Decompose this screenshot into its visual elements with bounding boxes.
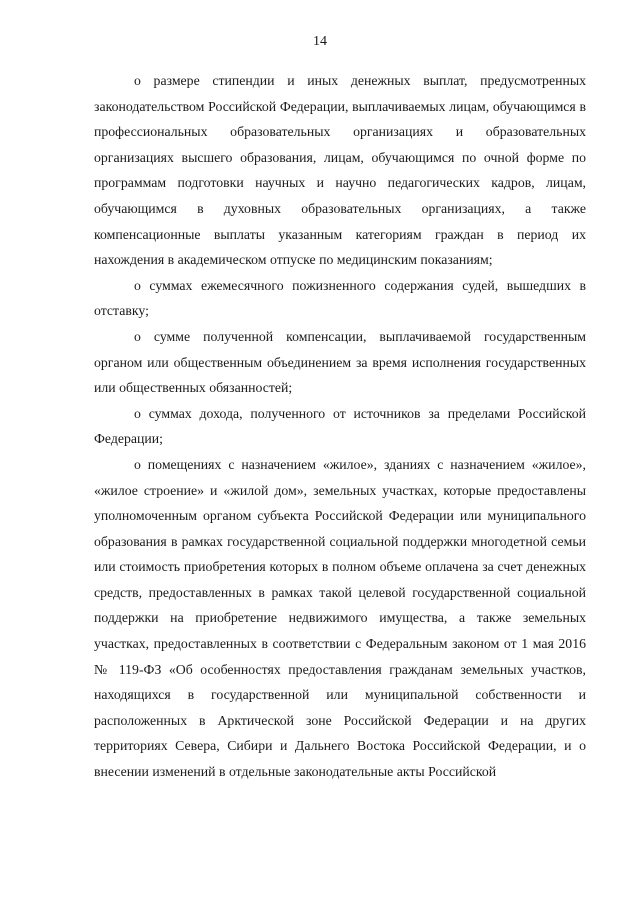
paragraph-residential-property: о помещениях с назначением «жилое», зданиях с назначением «жилое», «жилое строение» и «жилой дом», земельных участках, которые предоставлены уполномоченным органом субъекта Российской Федерации или муниципального образования в рамках государственной социальной поддержки многодетной семьи или стоимость приобретения которых в полном объеме оплачена за счет денежных средств, предоставленных в рамках такой целевой государственной социальной поддержки на приобретение недвижимого имущества, а также земельных участках, предоставленных в соответствии с Федеральным законом от 1 мая 2016 № 119-ФЗ «Об особенностях предоставления гражданам земельных участков, находящихся в государственной или муниципальной собственности и расположенных в Арктической зоне Российской Федерации и на других территориях Севера, Сибири и Дальнего Востока Российской Федерации, и о внесении изменений в отдельные законодательные акты Российской (94, 456, 586, 780)
paragraph-foreign-income: о суммах дохода, полученного от источников за пределами Российской Федерации; (94, 405, 586, 447)
page-number: 14 (313, 34, 327, 49)
paragraph-compensation-public-duties: о сумме полученной компенсации, выплачиваемой государственным органом или общественным объединением за время исполнения государственных или общественных обязанностей; (94, 328, 586, 396)
paragraph-judges-allowance: о суммах ежемесячного пожизненного содержания судей, вышедших в отставку; (94, 277, 586, 319)
paragraph-scholarship-payments: о размере стипендии и иных денежных выплат, предусмотренных законодательством Российской Федерации, выплачиваемых лицам, обучающимся в профессиональных образовательных организациях и образовательных организациях высшего образования, лицам, обучающимся по очной форме по программам подготовки научных и научно педагогических кадров, лицам, обучающимся в духовных образовательных организациях, а также компенсационные выплаты указанным категориям граждан в период их нахождения в академическом отпуске по медицинским показаниям; (94, 73, 586, 268)
document-body (94, 68, 586, 785)
